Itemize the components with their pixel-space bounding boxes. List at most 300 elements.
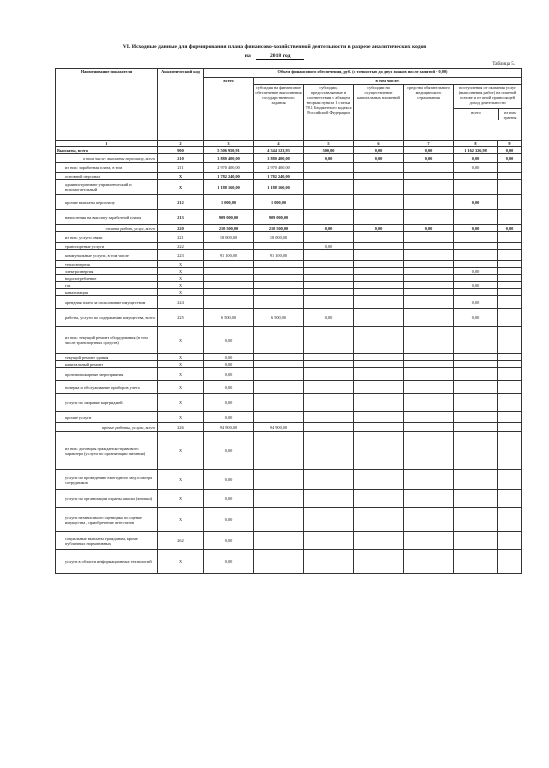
row-value [454,275,498,282]
row-value [404,250,454,261]
row-code: 900 [158,147,204,154]
col-number: 7 [404,141,454,147]
row-value [404,368,454,381]
row-code: X [158,289,204,296]
header-paid-total: всего [454,109,499,120]
row-value [404,508,454,532]
row-value: 0,00 [304,309,354,327]
row-name: поверка и обслуживание приборов учета [56,381,158,394]
row-value [454,361,498,368]
row-value [404,232,454,243]
row-value: 909 000,00 [254,210,304,225]
row-value [498,243,522,250]
row-value [354,432,404,470]
row-value [254,282,304,289]
row-name: теплоэнергия [56,261,158,268]
row-name: услуги по организации охраны школы (кнопки) [56,490,158,508]
col-number: 8 [454,141,498,147]
row-value [454,550,498,574]
row-name: услуги независимого оценщика по оценке имущества , приобретение аттестатов [56,508,158,532]
row-value: 1 188 160,00 [254,180,304,195]
row-value [354,296,404,309]
row-value [254,368,304,381]
row-value [304,394,354,412]
row-value [304,532,354,550]
row-value [254,361,304,368]
row-value [498,381,522,394]
row-value: 0,00 [498,225,522,232]
row-value [354,361,404,368]
row-value: 3 880 400,00 [204,154,254,163]
table-row [56,289,522,296]
col-number: 6 [354,141,404,147]
row-code: 226 [158,423,204,432]
table-row [56,381,522,394]
row-name: коммунальные услуги, в том числе [56,250,158,261]
row-value: 0,00 [404,225,454,232]
row-value [404,394,454,412]
row-name: начисления на выплату заработной платы [56,210,158,225]
row-value [354,232,404,243]
col-number: 5 [304,141,354,147]
row-code: X [158,550,204,574]
row-value: 3 880 400,00 [254,154,304,163]
row-value [454,532,498,550]
row-name: капитальный ремонт [56,361,158,368]
row-value [254,490,304,508]
table-row [56,354,522,361]
row-value [254,268,304,275]
row-value [404,432,454,470]
row-name: из них: договоры гражданско-правового характера (услуги по организации питания) [56,432,158,470]
row-value: 500,00 [304,147,354,154]
row-name: социальные выплаты гражданам, кроме публичных нормативных [56,532,158,550]
row-value [254,532,304,550]
row-value: 94 900,00 [254,423,304,432]
row-name: электроэнергия [56,268,158,275]
document-title: VI. Исходные данные для формирования плана финансово-хозяйственной деятельности в разрезе аналитических кодов [122,44,427,50]
table-row [56,268,522,275]
row-value [354,243,404,250]
header-code: Аналитический код [158,69,204,141]
row-code: X [158,180,204,195]
row-name: арендная плата за пользование имуществом [56,296,158,309]
row-value [304,412,354,423]
table-row [56,282,522,289]
row-value: 0,00 [498,147,522,154]
row-value: 909 000,00 [204,210,254,225]
row-value [354,261,404,268]
row-value: 0,00 [454,154,498,163]
row-value: 0,00 [354,147,404,154]
row-value [404,268,454,275]
header-including: в том числе: [254,78,522,85]
row-value [354,250,404,261]
header-total: всего [204,78,254,141]
header-subsidy-capital: субсидии на осуществление капитальных вложений [354,85,404,141]
row-value [498,432,522,470]
row-code: X [158,470,204,490]
row-value [354,195,404,210]
row-value [454,412,498,423]
row-value: 0,00 [454,309,498,327]
row-value [454,470,498,490]
row-name: в том числе: выплаты персоналу, всего [56,154,158,163]
row-value: 0,00 [404,147,454,154]
row-name: из них: услуги связи [56,232,158,243]
row-value [498,354,522,361]
row-value [254,432,304,470]
financial-table [55,68,522,574]
row-value [454,289,498,296]
row-name: противопожарные мероприятия [56,368,158,381]
row-name: из них: текущий ремонт оборудования (в том числе транспортных средств) [56,327,158,354]
row-value [498,173,522,180]
row-value [354,423,404,432]
row-value: 1 000,00 [254,195,304,210]
row-value: 0,00 [204,508,254,532]
table-row [56,250,522,261]
row-value [498,195,522,210]
row-value [498,412,522,423]
row-value [304,508,354,532]
row-value [404,381,454,394]
row-value [254,394,304,412]
row-code: X [158,173,204,180]
row-value [404,163,454,173]
row-value [498,268,522,275]
row-value [454,243,498,250]
row-code: X [158,381,204,394]
table-row [56,225,522,232]
row-code: X [158,261,204,268]
row-value [404,296,454,309]
row-value: 4 344 123,93 [254,147,304,154]
row-value: 0,00 [204,412,254,423]
row-value [304,180,354,195]
table-number: Таблица 5. [492,62,515,67]
row-value [454,261,498,268]
row-value [498,361,522,368]
row-value [254,381,304,394]
row-value [404,309,454,327]
row-value [304,163,354,173]
row-value [404,490,454,508]
row-value [254,327,304,354]
row-value [304,296,354,309]
row-code: 213 [158,210,204,225]
row-code: X [158,275,204,282]
row-value [304,432,354,470]
row-value [498,309,522,327]
table-row [56,361,522,368]
row-value: 1 782 240,00 [204,173,254,180]
row-value: 0,00 [204,490,254,508]
row-value [498,210,522,225]
row-value [304,327,354,354]
table-row [56,309,522,327]
header-subsidy-78: субсидии, предоставляемые в соответствии с абзацем вторым пункта 1 статьи 78.1 Бюджетного кодекса Российской Федерации [304,85,354,141]
row-value: 1 000,00 [204,195,254,210]
row-value [498,232,522,243]
row-value [304,361,354,368]
row-value: 0,00 [204,394,254,412]
row-name: текущий ремонт здания [56,354,158,361]
row-value [354,354,404,361]
row-value [454,432,498,470]
row-value [498,163,522,173]
row-value [254,354,304,361]
row-value [404,327,454,354]
row-value [204,243,254,250]
row-value [304,268,354,275]
row-value [304,173,354,180]
row-code: X [158,508,204,532]
row-value [404,289,454,296]
row-value [454,210,498,225]
row-value [498,394,522,412]
row-value: 2 970 400,00 [204,163,254,173]
row-value [354,381,404,394]
row-name: Выплаты, всего [56,147,158,154]
row-value [304,550,354,574]
row-value: 0,00 [204,532,254,550]
row-name: услуги по заправке картриджей [56,394,158,412]
row-value [498,282,522,289]
table-row [56,243,522,250]
row-value [498,289,522,296]
row-name: основной персонал [56,173,158,180]
row-code: 220 [158,225,204,232]
row-value: 0,00 [454,296,498,309]
row-value: 0,00 [204,470,254,490]
row-value [454,381,498,394]
col-number: 9 [498,141,522,147]
row-name: из них: заработная плата, в том [56,163,158,173]
row-value: 0,00 [454,163,498,173]
row-value: 0,00 [454,195,498,210]
row-value: 0,00 [204,381,254,394]
row-code: X [158,268,204,275]
table-row [56,470,522,490]
row-value [498,368,522,381]
header-grants: из них гранты [503,110,517,121]
row-value [454,232,498,243]
row-value [354,490,404,508]
row-value: 210 500,00 [254,225,304,232]
table-row [56,368,522,381]
row-value [304,368,354,381]
row-value [354,550,404,574]
row-value [498,261,522,268]
row-value: 0,00 [204,354,254,361]
row-value [454,180,498,195]
row-value: 2 970 400,00 [254,163,304,173]
row-value [354,532,404,550]
row-value [498,470,522,490]
row-value [404,361,454,368]
row-value: 1 188 160,00 [204,180,254,195]
row-value [204,268,254,275]
row-value [404,243,454,250]
row-value [254,261,304,268]
row-value [498,250,522,261]
header-oms: средства обязательного медицинского страхования [404,85,454,141]
row-value [404,173,454,180]
row-value: 94 900,00 [204,423,254,432]
row-value [254,275,304,282]
row-value [354,394,404,412]
row-value [254,289,304,296]
row-value: 0,00 [404,154,454,163]
table-row [56,508,522,532]
table-row [56,275,522,282]
row-value: 0,00 [354,154,404,163]
row-value [404,210,454,225]
row-value [454,423,498,432]
table-row [56,490,522,508]
row-value: 1 162 326,98 [454,147,498,154]
row-value [454,394,498,412]
row-value [354,289,404,296]
row-value [454,354,498,361]
row-name: водопотребление [56,275,158,282]
row-value [304,250,354,261]
table-row [56,163,522,173]
row-code: 210 [158,154,204,163]
row-value [304,490,354,508]
row-value [354,173,404,180]
row-value [498,508,522,532]
row-value [404,354,454,361]
row-value: 0,00 [204,327,254,354]
row-value: 210 500,00 [204,225,254,232]
row-code: X [158,432,204,470]
row-value [254,550,304,574]
header-subsidy-state: субсидия на финансовое обеспечение выполнения государственного задания [254,85,304,141]
row-code: 222 [158,243,204,250]
header-name: Наименование показателя [56,69,158,141]
row-value [354,180,404,195]
row-value [404,423,454,432]
row-value [304,470,354,490]
row-value [204,296,254,309]
row-name: оплата работ, услуг, всего [56,225,158,232]
row-code: X [158,361,204,368]
row-value: 0,00 [304,154,354,163]
row-value: 5 506 950,91 [204,147,254,154]
row-value: 6 500,00 [204,309,254,327]
table-row [56,180,522,195]
row-value [204,289,254,296]
row-value [498,532,522,550]
row-value [354,210,404,225]
row-value [204,275,254,282]
row-value [254,296,304,309]
row-value [454,508,498,532]
table-row [56,232,522,243]
row-value [304,289,354,296]
row-value [304,261,354,268]
row-code: 221 [158,232,204,243]
row-value [454,368,498,381]
row-value [498,296,522,309]
row-value [498,423,522,432]
row-code: 212 [158,195,204,210]
row-value [404,180,454,195]
row-value [304,195,354,210]
row-code: X [158,368,204,381]
row-code: 223 [158,250,204,261]
row-value [254,243,304,250]
row-value: 18 000,00 [204,232,254,243]
row-value [354,275,404,282]
header-paid [454,85,522,141]
row-value: 0,00 [204,361,254,368]
row-value [404,195,454,210]
row-value: 6 500,00 [254,309,304,327]
table-row [56,173,522,180]
row-code: X [158,354,204,361]
row-value: 1 782 240,00 [254,173,304,180]
row-value [304,232,354,243]
document-subtitle [0,53,549,60]
row-value: 0,00 [454,268,498,275]
row-value [254,412,304,423]
row-value [354,470,404,490]
row-value: 0,00 [304,225,354,232]
row-code: 262 [158,532,204,550]
col-number: 1 [56,141,158,147]
table-row [56,147,522,154]
row-name: транспортные услуги [56,243,158,250]
subtitle-year: 2018 год [256,53,304,60]
row-value [204,282,254,289]
row-value: 0,00 [454,225,498,232]
row-code: X [158,394,204,412]
row-value [404,470,454,490]
row-value: 0,00 [204,550,254,574]
col-number: 2 [158,141,204,147]
header-paid-label: поступления от оказания услуг (выполнения работ) на платной основе и от иной приносящей доход деятельности [454,85,521,109]
row-value [404,261,454,268]
header-volume: Объем финансового обеспечения, руб. (с точностью до двух знаков после запятой - 0,00) [204,69,522,78]
row-name: прочие работы, услуги, всего [56,423,158,432]
row-value [454,250,498,261]
row-code: 225 [158,309,204,327]
table-row [56,261,522,268]
table-row [56,412,522,423]
row-value: 91 100,00 [254,250,304,261]
row-value [454,327,498,354]
row-value [454,173,498,180]
row-value [304,423,354,432]
row-code: 211 [158,163,204,173]
row-value [304,354,354,361]
col-number: 3 [204,141,254,147]
row-value [404,532,454,550]
row-value [354,268,404,275]
row-value [498,327,522,354]
row-name: прочие услуги [56,412,158,423]
row-value [498,275,522,282]
row-value [404,282,454,289]
row-value [354,412,404,423]
table-row [56,550,522,574]
row-code: X [158,490,204,508]
row-name: услуги в области информационных технологий [56,550,158,574]
row-value [354,368,404,381]
